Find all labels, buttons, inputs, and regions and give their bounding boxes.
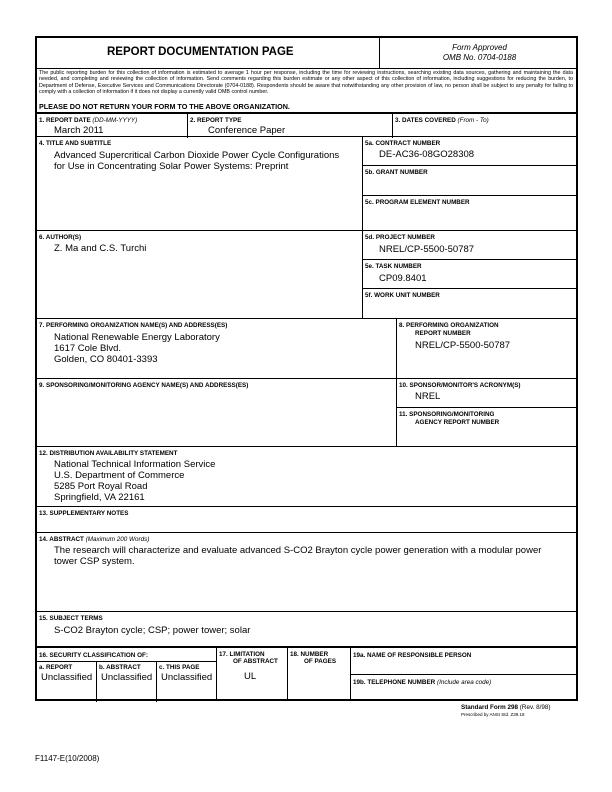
distribution-line-3: 5285 Port Royal Road	[54, 481, 148, 492]
project-number-value: NREL/CP-5500-50787	[379, 244, 475, 255]
row-dates	[37, 112, 576, 136]
program-element-label: 5c. PROGRAM ELEMENT NUMBER	[365, 199, 470, 206]
performing-org-label: 7. PERFORMING ORGANIZATION NAME(S) AND ADDRESS(ES)	[39, 322, 228, 329]
security-b-cell	[96, 662, 156, 702]
title-subtitle-label: 4. TITLE AND SUBTITLE	[39, 140, 112, 147]
work-unit-label: 5f. WORK UNIT NUMBER	[365, 292, 440, 299]
row-security	[37, 646, 576, 699]
row-supplementary	[37, 506, 576, 532]
contract-cell	[362, 137, 576, 165]
limitation-label-2: OF ABSTRACT	[233, 658, 278, 665]
row-abstract	[37, 532, 576, 611]
no-return-notice: PLEASE DO NOT RETURN YOUR FORM TO THE ABOVE ORGANIZATION.	[39, 102, 290, 111]
task-number-label: 5e. TASK NUMBER	[365, 263, 422, 270]
authors-value: Z. Ma and C.S. Turchi	[54, 243, 147, 254]
report-date-value: March 2011	[54, 125, 104, 136]
report-type-value: Conference Paper	[208, 125, 286, 136]
responsible-person-label: 19a. NAME OF RESPONSIBLE PERSON	[353, 652, 472, 659]
sponsoring-agency-label: 9. SPONSORING/MONITORING AGENCY NAME(S) AND ADDRESS(ES)	[39, 382, 249, 389]
row-performing	[37, 318, 576, 378]
standard-form-line	[461, 704, 550, 711]
security-c-cell	[156, 662, 216, 702]
grant-number-label: 5b. GRANT NUMBER	[365, 169, 428, 176]
abstract-label: 14. ABSTRACT (Maximum 200 Words)	[39, 536, 150, 543]
authors-label: 6. AUTHOR(S)	[39, 234, 82, 241]
work-unit-cell	[362, 288, 576, 319]
omb-number: OMB No. 0704-0188	[442, 53, 517, 62]
security-b-value: Unclassified	[101, 672, 153, 683]
num-pages-label-1: 18. NUMBER	[290, 651, 329, 658]
contract-number-label: 5a. CONTRACT NUMBER	[365, 140, 441, 147]
distribution-line-4: Springfield, VA 22161	[54, 492, 145, 503]
revision-label: (Rev. 8/98)	[519, 704, 551, 711]
telephone-cell	[350, 674, 576, 701]
row-authors	[37, 230, 576, 318]
performing-report-label-1: 8. PERFORMING ORGANIZATION	[399, 322, 499, 329]
security-c-label: c. THIS PAGE	[159, 664, 200, 671]
distribution-line-2: U.S. Department of Commerce	[54, 470, 185, 481]
security-label: 16. SECURITY CLASSIFICATION OF:	[39, 652, 148, 659]
telephone-label: 19b. TELEPHONE NUMBER (Include area code)	[353, 679, 492, 686]
num-pages-label-2: OF PAGES	[304, 658, 337, 665]
form-title: REPORT DOCUMENTATION PAGE	[107, 46, 294, 58]
sponsor-acronym-value: NREL	[415, 391, 441, 402]
form-approved-box	[379, 38, 578, 68]
sponsor-acronym-cell	[396, 379, 576, 407]
dates-covered-cell	[392, 114, 576, 138]
report-date-label: 1. REPORT DATE (DD-MM-YYYY)	[39, 117, 138, 124]
limitation-value: UL	[244, 671, 257, 682]
performing-org-line-2: 1617 Cole Blvd.	[54, 343, 122, 354]
security-subrow	[37, 661, 216, 701]
sponsor-report-label-1: 11. SPONSORING/MONITORING	[399, 411, 495, 418]
contract-number-value: DE-AC36-08GO28308	[379, 149, 475, 160]
burden-section	[37, 68, 576, 112]
report-documentation-form	[35, 36, 578, 701]
performing-report-value: NREL/CP-5500-50787	[415, 340, 511, 351]
title-line-1: Advanced Supercritical Carbon Dioxide Power Cycle Configurations	[54, 150, 340, 161]
subject-terms-label: 15. SUBJECT TERMS	[39, 615, 103, 622]
row-title	[37, 136, 576, 230]
project-number-label: 5d. PROJECT NUMBER	[365, 234, 435, 241]
sponsor-acronym-label: 10. SPONSOR/MONITOR'S ACRONYM(S)	[399, 382, 521, 389]
grant-cell	[362, 165, 576, 195]
report-type-cell	[187, 114, 392, 138]
sponsor-report-cell	[396, 407, 576, 447]
security-a-value: Unclassified	[41, 672, 93, 683]
burden-statement: The public reporting burden for this collection of information is estimated to average 1 hour per response, including the time for reviewing instructions, searching existing data sources, gathering and maintaining the data needed, and completing and reviewing the collection of information. Send comments regarding this burden estimate or any other aspect of this collection of information, including suggestions for reducing the burden, to Department of Defense, Executive Services and Communications Directorate (0704-0188). Respondents should be aware that notwithstanding any other provision of law, no person shall be subject to any penalty for failing to comply with a collection of information if it does not display a currently valid OMB control number.	[39, 70, 573, 95]
project-cell	[362, 231, 576, 259]
limitation-cell	[216, 648, 287, 701]
row-distribution	[37, 446, 576, 506]
report-type-label: 2. REPORT TYPE	[190, 117, 242, 124]
distribution-line-1: National Technical Information Service	[54, 459, 216, 470]
row-subject-terms	[37, 611, 576, 646]
abstract-line-1: The research will characterize and evaluate advanced S-CO2 Brayton cycle power generation with a modular power	[54, 545, 542, 556]
row-sponsoring	[37, 378, 576, 446]
form-approved-label: Form Approved	[452, 43, 507, 52]
security-c-value: Unclassified	[161, 672, 213, 683]
dates-covered-label: 3. DATES COVERED (From - To)	[395, 117, 489, 124]
performing-report-label-2: REPORT NUMBER	[415, 330, 471, 337]
num-pages-cell	[287, 648, 350, 701]
task-number-value: CP09.8401	[379, 273, 427, 284]
standard-form-label: Standard Form 298	[461, 704, 519, 711]
subject-terms-value: S-CO2 Brayton cycle; CSP; power tower; solar	[54, 625, 251, 636]
responsible-person-cell	[350, 648, 576, 674]
performing-org-line-3: Golden, CO 80401-3393	[54, 354, 158, 365]
security-a-label: a. REPORT	[39, 664, 73, 671]
program-element-cell	[362, 195, 576, 231]
performing-report-cell	[396, 319, 576, 379]
task-cell	[362, 259, 576, 288]
performing-org-line-1: National Renewable Energy Laboratory	[54, 332, 220, 343]
abstract-line-2: tower CSP system.	[54, 556, 135, 567]
distribution-label: 12. DISTRIBUTION AVAILABILITY STATEMENT	[39, 450, 178, 457]
title-line-2: for Use in Concentrating Solar Power Systems: Preprint	[54, 161, 289, 172]
limitation-label-1: 17. LIMITATION	[219, 651, 265, 658]
form-id: F1147-E(10/2008)	[35, 754, 100, 763]
sponsor-report-label-2: AGENCY REPORT NUMBER	[415, 419, 500, 426]
security-b-label: b. ABSTRACT	[99, 664, 141, 671]
supplementary-label: 13. SUPPLEMENTARY NOTES	[39, 510, 129, 517]
prescribed-label: Prescribed by ANSI Std. Z39.18	[461, 712, 525, 717]
